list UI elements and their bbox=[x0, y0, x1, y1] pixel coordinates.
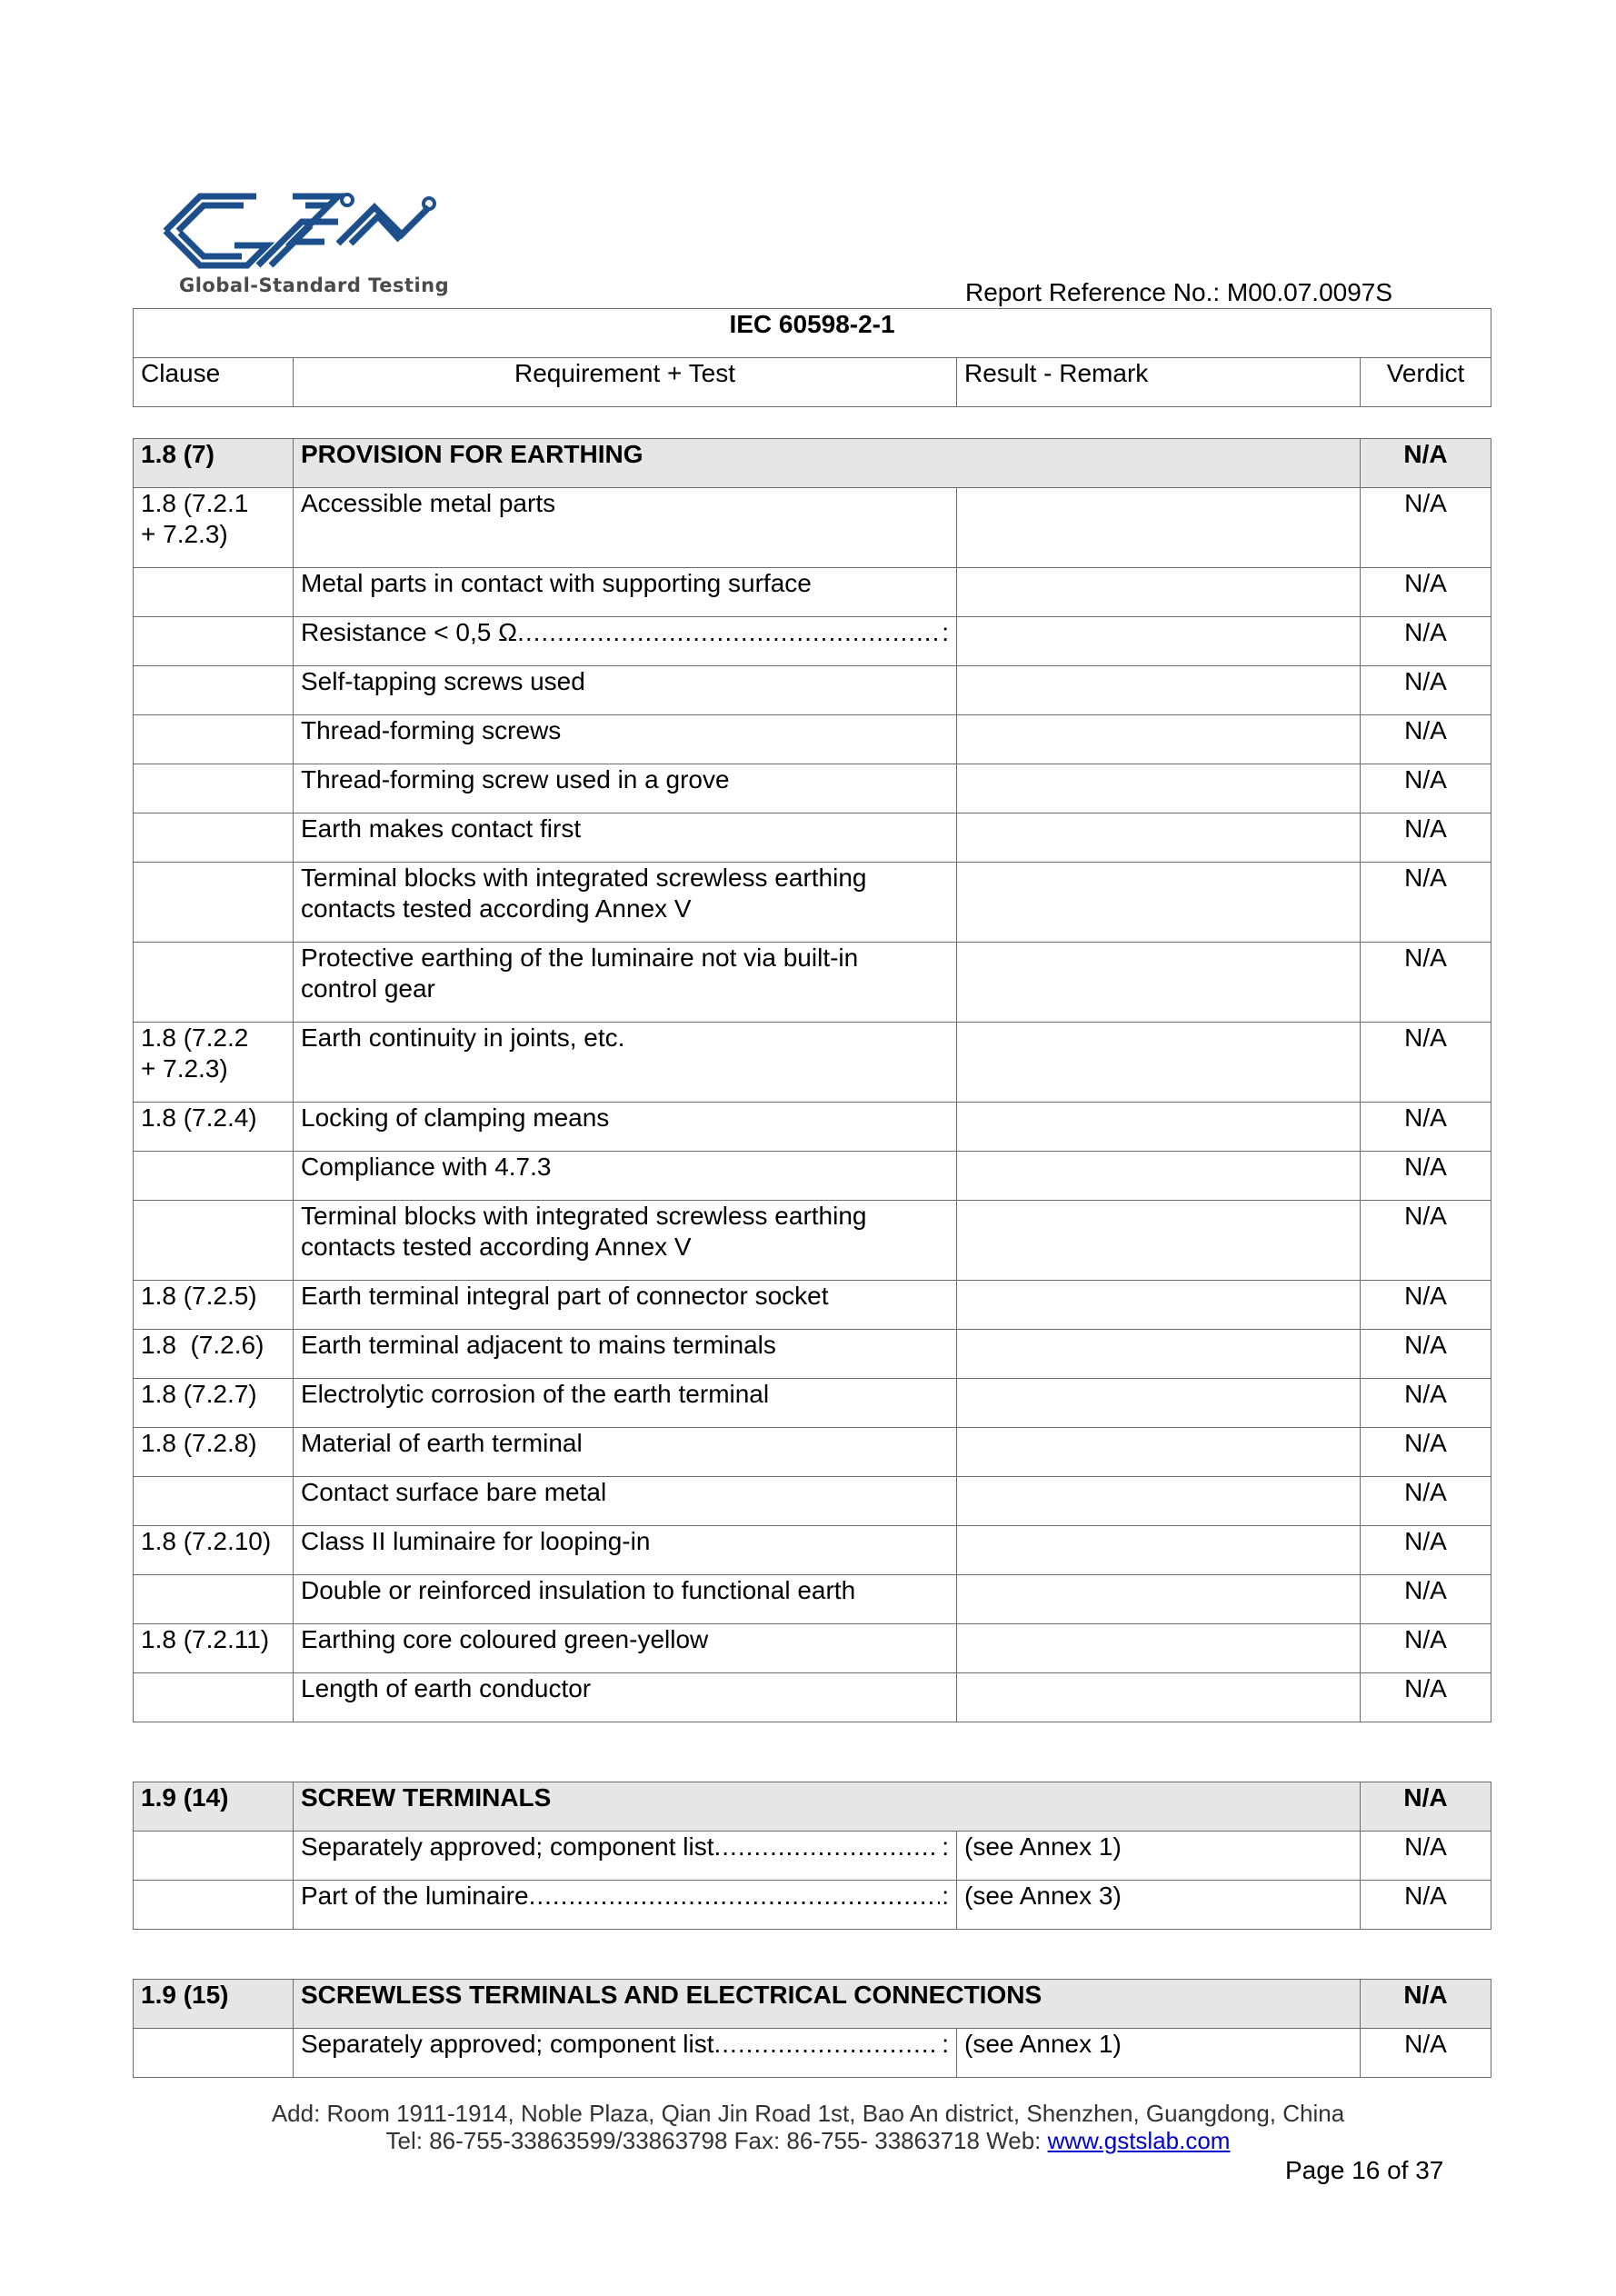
table-row bbox=[134, 1477, 1491, 1526]
row-clause bbox=[134, 2029, 294, 2078]
footer-contact bbox=[0, 2127, 1616, 2154]
leader-colon: : bbox=[942, 2030, 949, 2058]
table-row bbox=[134, 1330, 1491, 1379]
table-row bbox=[134, 1379, 1491, 1428]
row-requirement bbox=[294, 666, 957, 715]
footer-address: Add: Room 1911-1914, Noble Plaza, Qian Jin Road 1st, Bao An district, Shenzhen, Guangdong, China bbox=[271, 2100, 1345, 2127]
row-clause bbox=[134, 1832, 294, 1881]
row-clause bbox=[134, 1526, 294, 1575]
row-clause-line: 1.8 (7.2.8) bbox=[141, 1429, 257, 1457]
row-requirement bbox=[294, 1673, 957, 1722]
section-verdict: N/A bbox=[1361, 1980, 1491, 2029]
row-clause bbox=[134, 1281, 294, 1330]
row-result bbox=[957, 1575, 1361, 1624]
row-requirement bbox=[294, 1575, 957, 1624]
table-row bbox=[134, 715, 1491, 764]
requirement-line: Double or reinforced insulation to functional earth bbox=[301, 1576, 856, 1604]
table-row bbox=[134, 863, 1491, 943]
row-requirement bbox=[294, 1023, 957, 1103]
row-result bbox=[957, 488, 1361, 568]
row-verdict: N/A bbox=[1361, 488, 1491, 568]
section-table bbox=[133, 1782, 1491, 1930]
requirement-line: Thread-forming screws bbox=[301, 716, 562, 744]
row-clause-line: 1.8 (7.2.2 bbox=[141, 1023, 249, 1052]
row-clause bbox=[134, 568, 294, 617]
row-clause bbox=[134, 617, 294, 666]
footer-web-link[interactable]: www.gstslab.com bbox=[1047, 2127, 1231, 2154]
table-row bbox=[134, 2029, 1491, 2078]
requirement-line: Protective earthing of the luminaire not via built-in bbox=[301, 943, 859, 972]
requirement-line: Metal parts in contact with supporting surface bbox=[301, 569, 812, 597]
standard-title: IEC 60598-2-1 bbox=[134, 309, 1491, 358]
section-table bbox=[133, 1979, 1491, 2078]
row-requirement bbox=[294, 1477, 957, 1526]
row-result bbox=[957, 1526, 1361, 1575]
table-row bbox=[134, 1428, 1491, 1477]
requirement-line: Class II luminaire for looping-in bbox=[301, 1527, 651, 1555]
requirement-line: Contact surface bare metal bbox=[301, 1478, 607, 1506]
row-verdict: N/A bbox=[1361, 1624, 1491, 1673]
row-clause-line: 1.8 (7.2.11) bbox=[141, 1625, 270, 1653]
requirement-line: Length of earth conductor bbox=[301, 1674, 592, 1702]
row-clause bbox=[134, 1428, 294, 1477]
report-reference: Report Reference No.: M00.07.0097S bbox=[965, 278, 1393, 306]
table-row bbox=[134, 617, 1491, 666]
dot-leader bbox=[714, 2029, 941, 2060]
requirement-line: Compliance with 4.7.3 bbox=[301, 1153, 552, 1181]
section-clause: 1.9 (14) bbox=[134, 1782, 294, 1832]
row-verdict: N/A bbox=[1361, 715, 1491, 764]
row-verdict: N/A bbox=[1361, 1281, 1491, 1330]
table-row bbox=[134, 1152, 1491, 1201]
row-clause bbox=[134, 863, 294, 943]
requirement-line: Earthing core coloured green-yellow bbox=[301, 1625, 709, 1653]
row-requirement bbox=[294, 764, 957, 814]
leader-colon: : bbox=[942, 1882, 949, 1910]
row-result bbox=[957, 568, 1361, 617]
table-row bbox=[134, 1673, 1491, 1722]
row-requirement bbox=[294, 943, 957, 1023]
row-clause bbox=[134, 1881, 294, 1930]
row-clause bbox=[134, 943, 294, 1023]
row-verdict: N/A bbox=[1361, 1673, 1491, 1722]
footer-contact-text: Tel: 86-755-33863599/33863798 Fax: 86-755- 33863718 Web: bbox=[385, 2127, 1048, 2154]
table-row bbox=[134, 1526, 1491, 1575]
row-requirement bbox=[294, 1103, 957, 1152]
section-verdict: N/A bbox=[1361, 439, 1491, 488]
row-requirement bbox=[294, 1201, 957, 1281]
row-result bbox=[957, 1201, 1361, 1281]
row-result bbox=[957, 814, 1361, 863]
row-clause-line: 1.8 (7.2.7) bbox=[141, 1380, 257, 1408]
row-clause bbox=[134, 1201, 294, 1281]
row-result bbox=[957, 863, 1361, 943]
row-result bbox=[957, 1379, 1361, 1428]
row-clause bbox=[134, 666, 294, 715]
requirement-line: Electrolytic corrosion of the earth terminal bbox=[301, 1380, 770, 1408]
row-result bbox=[957, 617, 1361, 666]
row-result: (see Annex 3) bbox=[957, 1881, 1361, 1930]
row-result bbox=[957, 943, 1361, 1023]
row-result: (see Annex 1) bbox=[957, 2029, 1361, 2078]
row-result bbox=[957, 764, 1361, 814]
requirement-line: Material of earth terminal bbox=[301, 1429, 583, 1457]
requirement-line: Terminal blocks with integrated screwless earthing bbox=[301, 863, 867, 892]
row-requirement bbox=[294, 488, 957, 568]
table-row bbox=[134, 1023, 1491, 1103]
row-result bbox=[957, 1673, 1361, 1722]
table-row bbox=[134, 1624, 1491, 1673]
row-clause bbox=[134, 1379, 294, 1428]
row-requirement bbox=[294, 1281, 957, 1330]
row-verdict: N/A bbox=[1361, 1526, 1491, 1575]
requirement-text: Separately approved; component list bbox=[301, 2030, 714, 2058]
row-verdict: N/A bbox=[1361, 1023, 1491, 1103]
table-row bbox=[134, 1575, 1491, 1624]
row-result: (see Annex 1) bbox=[957, 1832, 1361, 1881]
row-clause bbox=[134, 1477, 294, 1526]
row-requirement bbox=[294, 1832, 957, 1881]
row-clause bbox=[134, 814, 294, 863]
requirement-text: Resistance < 0,5 Ω bbox=[301, 618, 518, 646]
table-row bbox=[134, 943, 1491, 1023]
row-verdict: N/A bbox=[1361, 863, 1491, 943]
row-requirement bbox=[294, 2029, 957, 2078]
row-verdict: N/A bbox=[1361, 1881, 1491, 1930]
col-header-clause: Clause bbox=[134, 358, 294, 407]
table-row bbox=[134, 1281, 1491, 1330]
row-verdict: N/A bbox=[1361, 1103, 1491, 1152]
section-table bbox=[133, 438, 1491, 1722]
row-requirement bbox=[294, 1379, 957, 1428]
requirement-line: Self-tapping screws used bbox=[301, 667, 585, 695]
row-requirement bbox=[294, 863, 957, 943]
row-verdict: N/A bbox=[1361, 814, 1491, 863]
row-clause bbox=[134, 1575, 294, 1624]
row-result bbox=[957, 1428, 1361, 1477]
dot-leader bbox=[714, 1832, 941, 1862]
requirement-text: Separately approved; component list bbox=[301, 1832, 714, 1861]
requirement-line: Locking of clamping means bbox=[301, 1103, 610, 1132]
row-clause bbox=[134, 1673, 294, 1722]
row-result bbox=[957, 1103, 1361, 1152]
row-requirement bbox=[294, 814, 957, 863]
table-row bbox=[134, 814, 1491, 863]
logo-mark-icon bbox=[156, 187, 447, 278]
table-row bbox=[134, 568, 1491, 617]
table-row bbox=[134, 1881, 1491, 1930]
row-verdict: N/A bbox=[1361, 1201, 1491, 1281]
row-requirement bbox=[294, 1526, 957, 1575]
dotted-requirement bbox=[301, 1881, 949, 1912]
table-row bbox=[134, 1103, 1491, 1152]
col-header-result: Result - Remark bbox=[957, 358, 1361, 407]
row-verdict: N/A bbox=[1361, 1379, 1491, 1428]
row-verdict: N/A bbox=[1361, 2029, 1491, 2078]
row-clause-line: + 7.2.3) bbox=[141, 520, 228, 548]
row-requirement bbox=[294, 617, 957, 666]
row-verdict: N/A bbox=[1361, 1575, 1491, 1624]
section-header-row bbox=[134, 1980, 1491, 2029]
row-verdict: N/A bbox=[1361, 617, 1491, 666]
row-clause bbox=[134, 1330, 294, 1379]
row-requirement bbox=[294, 1330, 957, 1379]
company-logo bbox=[156, 187, 450, 302]
section-clause: 1.8 (7) bbox=[134, 439, 294, 488]
requirement-line: contacts tested according Annex V bbox=[301, 894, 692, 923]
row-clause bbox=[134, 715, 294, 764]
dot-leader bbox=[517, 617, 940, 648]
row-clause-line: + 7.2.3) bbox=[141, 1054, 228, 1083]
row-result bbox=[957, 1023, 1361, 1103]
requirement-line: Earth continuity in joints, etc. bbox=[301, 1023, 625, 1052]
row-clause bbox=[134, 764, 294, 814]
header-table bbox=[133, 308, 1491, 407]
row-result bbox=[957, 1281, 1361, 1330]
row-verdict: N/A bbox=[1361, 1330, 1491, 1379]
requirement-line: Thread-forming screw used in a grove bbox=[301, 765, 730, 794]
row-result bbox=[957, 666, 1361, 715]
row-verdict: N/A bbox=[1361, 1428, 1491, 1477]
requirement-line: Earth terminal adjacent to mains terminals bbox=[301, 1331, 776, 1359]
row-verdict: N/A bbox=[1361, 666, 1491, 715]
row-clause-line: 1.8 (7.2.1 bbox=[141, 489, 249, 517]
leader-colon: : bbox=[942, 1832, 949, 1861]
row-requirement bbox=[294, 715, 957, 764]
row-result bbox=[957, 1330, 1361, 1379]
dot-leader bbox=[529, 1881, 941, 1912]
leader-colon: : bbox=[942, 618, 949, 646]
section-title: SCREWLESS TERMINALS AND ELECTRICAL CONNECTIONS bbox=[294, 1980, 1361, 2029]
table-row bbox=[134, 488, 1491, 568]
table-row bbox=[134, 764, 1491, 814]
dotted-requirement bbox=[301, 617, 949, 648]
requirement-line: Terminal blocks with integrated screwless earthing bbox=[301, 1202, 867, 1230]
requirement-text: Part of the luminaire bbox=[301, 1882, 529, 1910]
requirement-line: control gear bbox=[301, 974, 435, 1003]
row-requirement bbox=[294, 568, 957, 617]
row-clause-line: 1.8 (7.2.10) bbox=[141, 1527, 272, 1555]
requirement-line: contacts tested according Annex V bbox=[301, 1233, 692, 1261]
row-requirement bbox=[294, 1428, 957, 1477]
table-row bbox=[134, 666, 1491, 715]
row-clause bbox=[134, 1624, 294, 1673]
row-requirement bbox=[294, 1881, 957, 1930]
row-clause bbox=[134, 1023, 294, 1103]
row-requirement bbox=[294, 1624, 957, 1673]
row-clause bbox=[134, 1103, 294, 1152]
row-result bbox=[957, 1624, 1361, 1673]
dotted-requirement bbox=[301, 1832, 949, 1862]
page-number: Page 16 of 37 bbox=[1285, 2156, 1444, 2184]
section-title: PROVISION FOR EARTHING bbox=[294, 439, 1361, 488]
section-header-row bbox=[134, 1782, 1491, 1832]
table-row bbox=[134, 1201, 1491, 1281]
row-verdict: N/A bbox=[1361, 568, 1491, 617]
col-header-verdict: Verdict bbox=[1361, 358, 1491, 407]
row-result bbox=[957, 1477, 1361, 1526]
row-verdict: N/A bbox=[1361, 1832, 1491, 1881]
row-verdict: N/A bbox=[1361, 764, 1491, 814]
row-clause-line: 1.8 (7.2.5) bbox=[141, 1282, 257, 1310]
requirement-line: Earth terminal integral part of connector socket bbox=[301, 1282, 829, 1310]
requirement-line: Accessible metal parts bbox=[301, 489, 556, 517]
row-clause bbox=[134, 1152, 294, 1201]
row-verdict: N/A bbox=[1361, 1477, 1491, 1526]
logo-text: Global-Standard Testing bbox=[179, 275, 450, 296]
section-clause: 1.9 (15) bbox=[134, 1980, 294, 2029]
page-footer bbox=[0, 2100, 1616, 2154]
row-clause bbox=[134, 488, 294, 568]
row-requirement bbox=[294, 1152, 957, 1201]
dotted-requirement bbox=[301, 2029, 949, 2060]
requirement-line: Earth makes contact first bbox=[301, 814, 582, 843]
table-row bbox=[134, 1832, 1491, 1881]
section-header-row bbox=[134, 439, 1491, 488]
row-clause-line: 1.8 (7.2.6) bbox=[141, 1331, 264, 1359]
col-header-requirement: Requirement + Test bbox=[294, 358, 957, 407]
row-clause-line: 1.8 (7.2.4) bbox=[141, 1103, 257, 1132]
row-result bbox=[957, 715, 1361, 764]
row-verdict: N/A bbox=[1361, 943, 1491, 1023]
row-result bbox=[957, 1152, 1361, 1201]
section-title: SCREW TERMINALS bbox=[294, 1782, 1361, 1832]
row-verdict: N/A bbox=[1361, 1152, 1491, 1201]
section-verdict: N/A bbox=[1361, 1782, 1491, 1832]
